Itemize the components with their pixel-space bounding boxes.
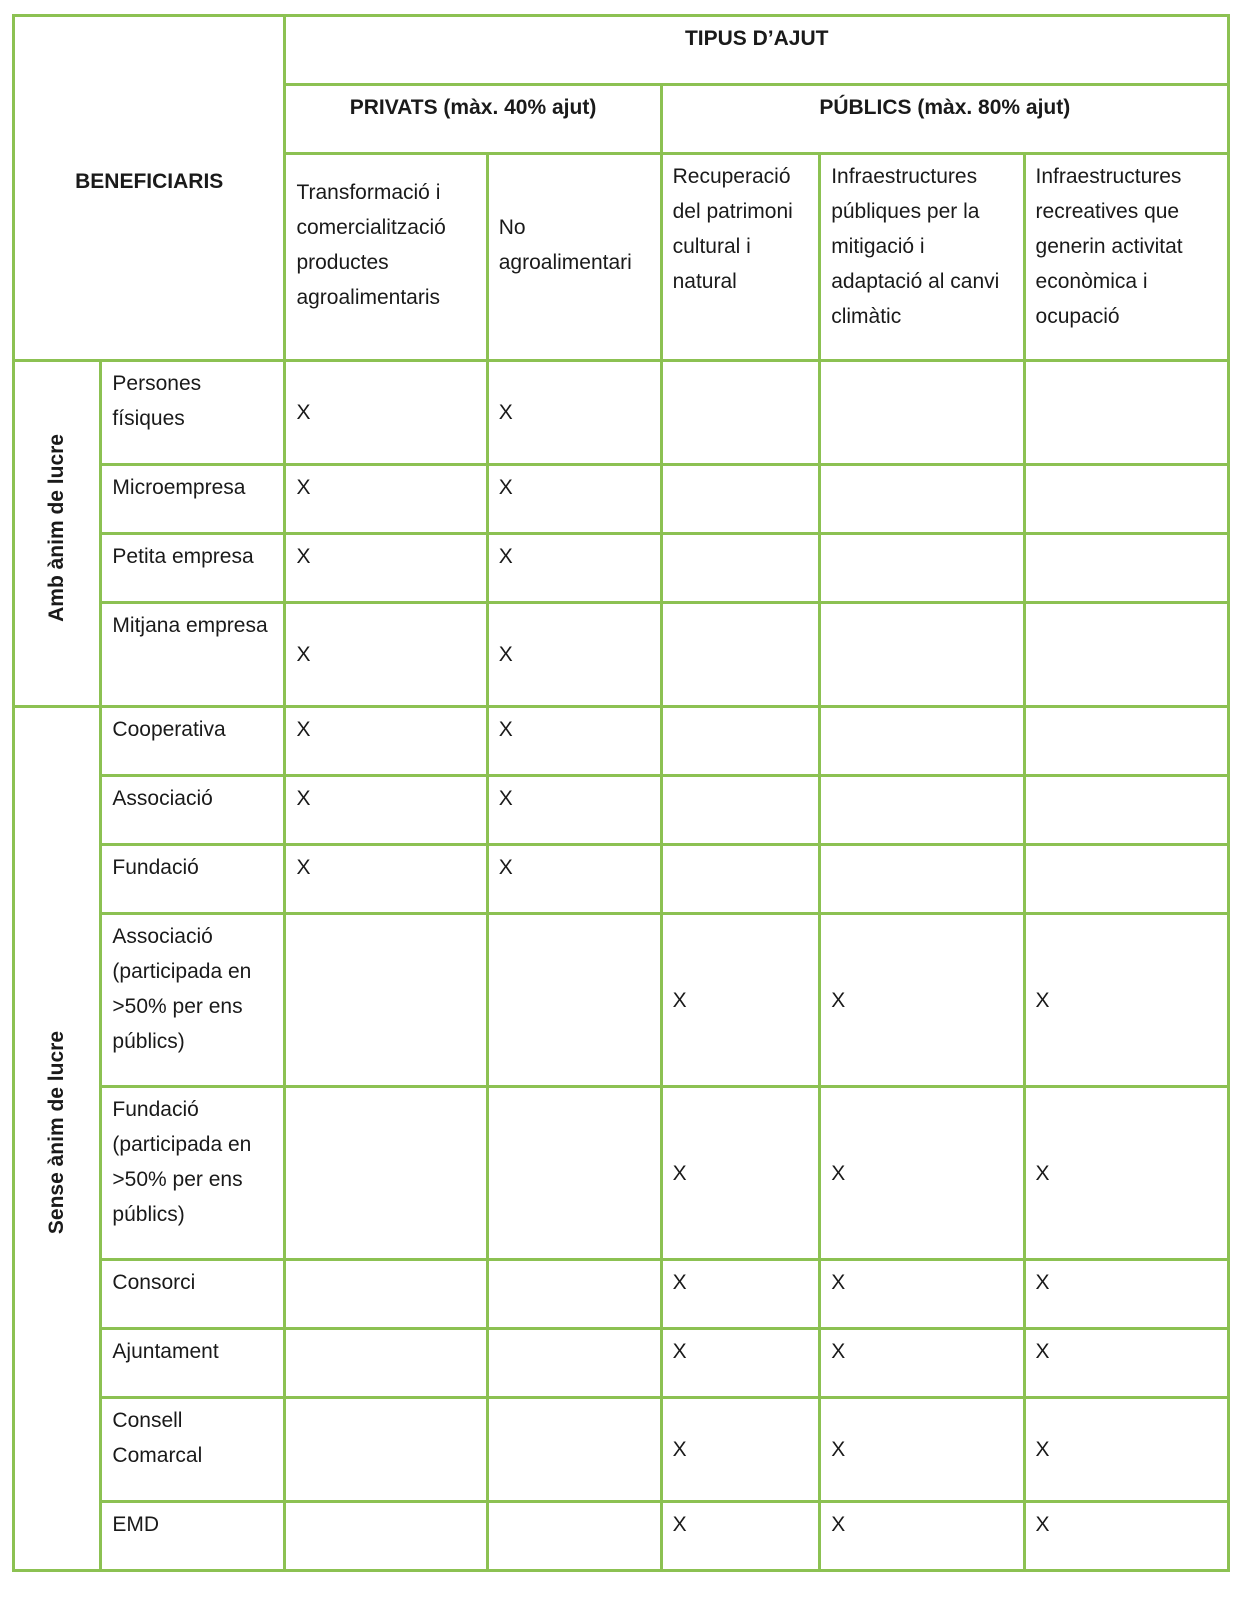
eligibility-cell xyxy=(487,776,661,845)
beneficiary-name: EMD xyxy=(101,1502,285,1571)
eligibility-cell xyxy=(1024,361,1228,465)
eligibility-cell xyxy=(1024,845,1228,914)
column-header-no-agroalimentari: No agroalimentari xyxy=(487,154,661,361)
table-row xyxy=(14,1329,1229,1398)
eligibility-cell xyxy=(661,603,820,707)
table-row xyxy=(14,707,1229,776)
eligibility-cell xyxy=(661,361,820,465)
eligibility-cell xyxy=(487,465,661,534)
eligibility-mark: X xyxy=(1035,1513,1050,1536)
table-row xyxy=(14,603,1229,707)
eligibility-cell xyxy=(820,1329,1024,1398)
beneficiary-name: Consell Comarcal xyxy=(101,1398,285,1502)
group-label: Amb ànim de lucre xyxy=(45,434,69,622)
column-header-transformacio: Transformació i comercialització productes agroalimentaris xyxy=(285,154,487,361)
eligibility-cell xyxy=(820,534,1024,603)
table-row xyxy=(14,914,1229,1087)
table-row xyxy=(14,361,1229,465)
table-row xyxy=(14,1502,1229,1571)
eligibility-mark: X xyxy=(1035,1271,1050,1294)
eligibility-mark: X xyxy=(498,718,513,741)
eligibility-cell xyxy=(285,1087,487,1260)
eligibility-cell xyxy=(661,845,820,914)
table-row xyxy=(14,465,1229,534)
eligibility-cell xyxy=(820,776,1024,845)
eligibility-mark: X xyxy=(672,1340,687,1363)
eligibility-cell xyxy=(285,707,487,776)
eligibility-cell xyxy=(820,914,1024,1087)
eligibility-cell xyxy=(1024,603,1228,707)
eligibility-mark: X xyxy=(498,401,513,424)
eligibility-cell xyxy=(487,534,661,603)
eligibility-cell xyxy=(285,1502,487,1571)
eligibility-mark: X xyxy=(1035,1340,1050,1363)
eligibility-cell xyxy=(1024,914,1228,1087)
eligibility-mark: X xyxy=(498,856,513,879)
beneficiary-name: Petita empresa xyxy=(101,534,285,603)
eligibility-mark: X xyxy=(831,1271,846,1294)
group-label-cell xyxy=(14,707,101,1571)
eligibility-mark: X xyxy=(498,545,513,568)
eligibility-mark: X xyxy=(296,856,311,879)
group-label-cell xyxy=(14,361,101,707)
eligibility-cell xyxy=(661,914,820,1087)
column-header-infraestructures-publiques: Infraestructures públiques per la mitigació i adaptació al canvi climàtic xyxy=(820,154,1024,361)
eligibility-cell xyxy=(1024,1502,1228,1571)
group-label: Sense ànim de lucre xyxy=(45,1031,69,1235)
eligibility-cell xyxy=(820,1260,1024,1329)
eligibility-mark: X xyxy=(672,1161,687,1185)
eligibility-cell xyxy=(285,776,487,845)
eligibility-cell xyxy=(285,465,487,534)
eligibility-cell xyxy=(1024,1260,1228,1329)
eligibility-mark: X xyxy=(1035,1161,1050,1185)
eligibility-cell xyxy=(285,1260,487,1329)
eligibility-mark: X xyxy=(831,1513,846,1536)
beneficiary-name: Persones físiques xyxy=(101,361,285,465)
eligibility-mark: X xyxy=(672,1513,687,1536)
eligibility-mark: X xyxy=(296,643,311,666)
eligibility-cell xyxy=(1024,707,1228,776)
beneficiary-name: Fundació xyxy=(101,845,285,914)
eligibility-cell xyxy=(1024,465,1228,534)
eligibility-cell xyxy=(487,914,661,1087)
privats-header: PRIVATS (màx. 40% ajut) xyxy=(285,85,661,154)
eligibility-cell xyxy=(1024,534,1228,603)
eligibility-cell xyxy=(661,1260,820,1329)
table-row xyxy=(14,534,1229,603)
table-row xyxy=(14,845,1229,914)
eligibility-mark: X xyxy=(498,787,513,810)
eligibility-cell xyxy=(487,1260,661,1329)
beneficiary-name: Mitjana empresa xyxy=(101,603,285,707)
eligibility-mark: X xyxy=(498,476,513,499)
eligibility-mark: X xyxy=(296,787,311,810)
beneficiary-name: Microempresa xyxy=(101,465,285,534)
eligibility-mark: X xyxy=(296,718,311,741)
beneficiary-name: Associació xyxy=(101,776,285,845)
eligibility-cell xyxy=(1024,1087,1228,1260)
eligibility-cell xyxy=(487,603,661,707)
eligibility-cell xyxy=(661,465,820,534)
eligibility-cell xyxy=(661,707,820,776)
eligibility-mark: X xyxy=(672,1438,687,1461)
eligibility-cell xyxy=(820,845,1024,914)
eligibility-cell xyxy=(487,707,661,776)
table-row xyxy=(14,1398,1229,1502)
eligibility-mark: X xyxy=(1035,988,1050,1012)
table-row xyxy=(14,776,1229,845)
column-header-infraestructures-recreatives: Infraestructures recreatives que generin activitat econòmica i ocupació xyxy=(1024,154,1228,361)
eligibility-cell xyxy=(661,1087,820,1260)
table-row xyxy=(14,1260,1229,1329)
beneficiaris-header: BENEFICIARIS xyxy=(14,16,285,361)
eligibility-cell xyxy=(285,534,487,603)
eligibility-cell xyxy=(661,776,820,845)
eligibility-cell xyxy=(1024,776,1228,845)
table-row xyxy=(14,1087,1229,1260)
beneficiary-name: Cooperativa xyxy=(101,707,285,776)
eligibility-cell xyxy=(820,1398,1024,1502)
eligibility-mark: X xyxy=(1035,1438,1050,1461)
eligibility-cell xyxy=(487,845,661,914)
eligibility-cell xyxy=(285,1329,487,1398)
eligibility-cell xyxy=(487,361,661,465)
eligibility-mark: X xyxy=(296,401,311,424)
eligibility-cell xyxy=(820,707,1024,776)
eligibility-cell xyxy=(661,1398,820,1502)
tipus-ajut-header: TIPUS D’AJUT xyxy=(285,16,1229,85)
column-header-recuperacio: Recuperació del patrimoni cultural i natural xyxy=(661,154,820,361)
eligibility-cell xyxy=(285,845,487,914)
eligibility-mark: X xyxy=(672,1271,687,1294)
eligibility-cell xyxy=(820,361,1024,465)
eligibility-cell xyxy=(820,1502,1024,1571)
eligibility-cell xyxy=(1024,1329,1228,1398)
eligibility-mark: X xyxy=(831,1161,846,1185)
beneficiary-name: Associació (participada en >50% per ens públics) xyxy=(101,914,285,1087)
eligibility-cell xyxy=(487,1087,661,1260)
eligibility-cell xyxy=(661,534,820,603)
beneficiary-name: Fundació (participada en >50% per ens públics) xyxy=(101,1087,285,1260)
eligibility-cell xyxy=(820,603,1024,707)
beneficiary-name: Ajuntament xyxy=(101,1329,285,1398)
beneficiary-name: Consorci xyxy=(101,1260,285,1329)
eligibility-cell xyxy=(487,1502,661,1571)
eligibility-cell xyxy=(285,914,487,1087)
eligibility-cell xyxy=(487,1329,661,1398)
eligibility-cell xyxy=(487,1398,661,1502)
eligibility-mark: X xyxy=(498,643,513,666)
eligibility-cell xyxy=(285,361,487,465)
eligibility-cell xyxy=(1024,1398,1228,1502)
eligibility-mark: X xyxy=(831,988,846,1012)
eligibility-mark: X xyxy=(296,476,311,499)
eligibility-mark: X xyxy=(831,1438,846,1461)
eligibility-cell xyxy=(820,465,1024,534)
eligibility-mark: X xyxy=(672,988,687,1012)
eligibility-cell xyxy=(285,603,487,707)
eligibility-cell xyxy=(820,1087,1024,1260)
eligibility-mark: X xyxy=(831,1340,846,1363)
aid-eligibility-table xyxy=(12,14,1230,1572)
eligibility-cell xyxy=(285,1398,487,1502)
publics-header: PÚBLICS (màx. 80% ajut) xyxy=(661,85,1228,154)
eligibility-cell xyxy=(661,1502,820,1571)
eligibility-mark: X xyxy=(296,545,311,568)
eligibility-cell xyxy=(661,1329,820,1398)
